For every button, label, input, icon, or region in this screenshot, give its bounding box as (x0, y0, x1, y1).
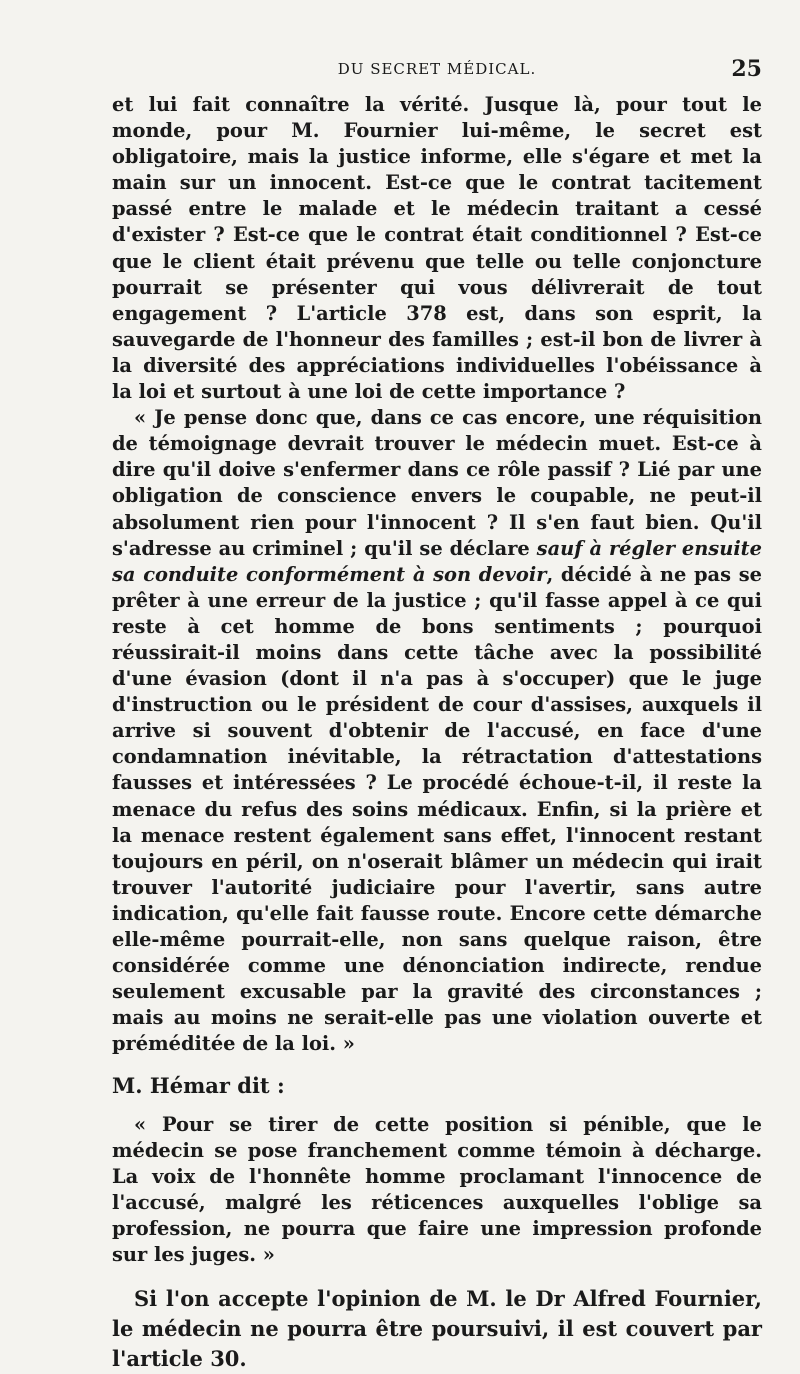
paragraph-4: Si l'on accepte l'opinion de M. le Dr Alfred Fournier, le médecin ne pourra être poursuivi, il est couvert par l'article 30. (112, 1286, 762, 1372)
paragraph-3: « Pour se tirer de cette position si pénible, que le médecin se pose franchement comme témoin à décharge. La voix de l'honnête homme proclamant l'innocence de l'accusé, malgré les réticences auxquelles l'oblige sa profession, ne pourra que faire une impression profonde sur les juges. » (112, 1112, 762, 1267)
paragraph-2 (112, 405, 762, 1057)
page-body (112, 92, 762, 1374)
paragraph-2-italic: sauf à régler ensuite sa conduite conformément à son devoir (112, 536, 762, 586)
paragraph-2-end: , décidé à ne pas se prêter à une erreur de la justice ; qu'il fasse appel à ce qui reste à cet homme de bons sentiments ; pourquoi réussirait-il moins dans cette tâche avec la possibilité d'une évasion (dont il n'a pas à s'occuper) que le juge d'instruction ou le président de cour d'assises, auxquels il arrive si souvent d'obtenir de l'accusé, en face d'une condamnation inévitable, la rétractation d'attestations fausses et intéressées ? Le procédé échoue-t-il, il reste la menace du refus des soins médicaux. Enfin, si la prière et la menace restent également sans effet, l'innocent restant toujours en péril, on n'oserait blâmer un médecin qui irait trouver l'autorité judiciaire pour l'avertir, sans autre indication, qu'elle fait fausse route. Encore cette démarche elle-même pourrait-elle, non sans quelque raison, être considérée comme une dénonciation indirecte, rendue seulement excusable par la gravité des circonstances ; mais au moins ne serait-elle pas une violation ouverte et préméditée de la loi. » (112, 562, 762, 1056)
running-title: DU SECRET MÉDICAL. (337, 60, 537, 78)
page-number: 25 (731, 56, 762, 82)
paragraph-2-start: « Je pense donc que, dans ce cas encore, une réquisition de témoignage devrait trouver le médecin muet. Est-ce à dire qu'il doive s'enfermer dans ce rôle passif ? Lié par une obligation de conscience envers le coupable, ne peut-il absolument rien pour l'innocent ? Il s'en faut bien. Qu'il s'adresse au criminel ; qu'il se déclare (112, 406, 762, 560)
speaker-heading: M. Hémar dit : (112, 1073, 285, 1099)
paragraph-1: et lui fait connaître la vérité. Jusque là, pour tout le monde, pour M. Fournier lui-même, le secret est obligatoire, mais la justice informe, elle s'égare et met la main sur un innocent. Est-ce que le contrat tacitement passé entre le malade et le médecin traitant a cessé d'exister ? Est-ce que le contrat était conditionnel ? Est-ce que le client était prévenu que telle ou telle conjoncture pourrait se présenter qui vous délivrerait de tout engagement ? L'article 378 est, dans son esprit, la sauvegarde de l'honneur des familles ; est-il bon de livrer à la diversité des appréciations individuelles l'obéissance à la loi et surtout à une loi de cette importance ? (112, 93, 762, 404)
page-header (112, 56, 762, 86)
